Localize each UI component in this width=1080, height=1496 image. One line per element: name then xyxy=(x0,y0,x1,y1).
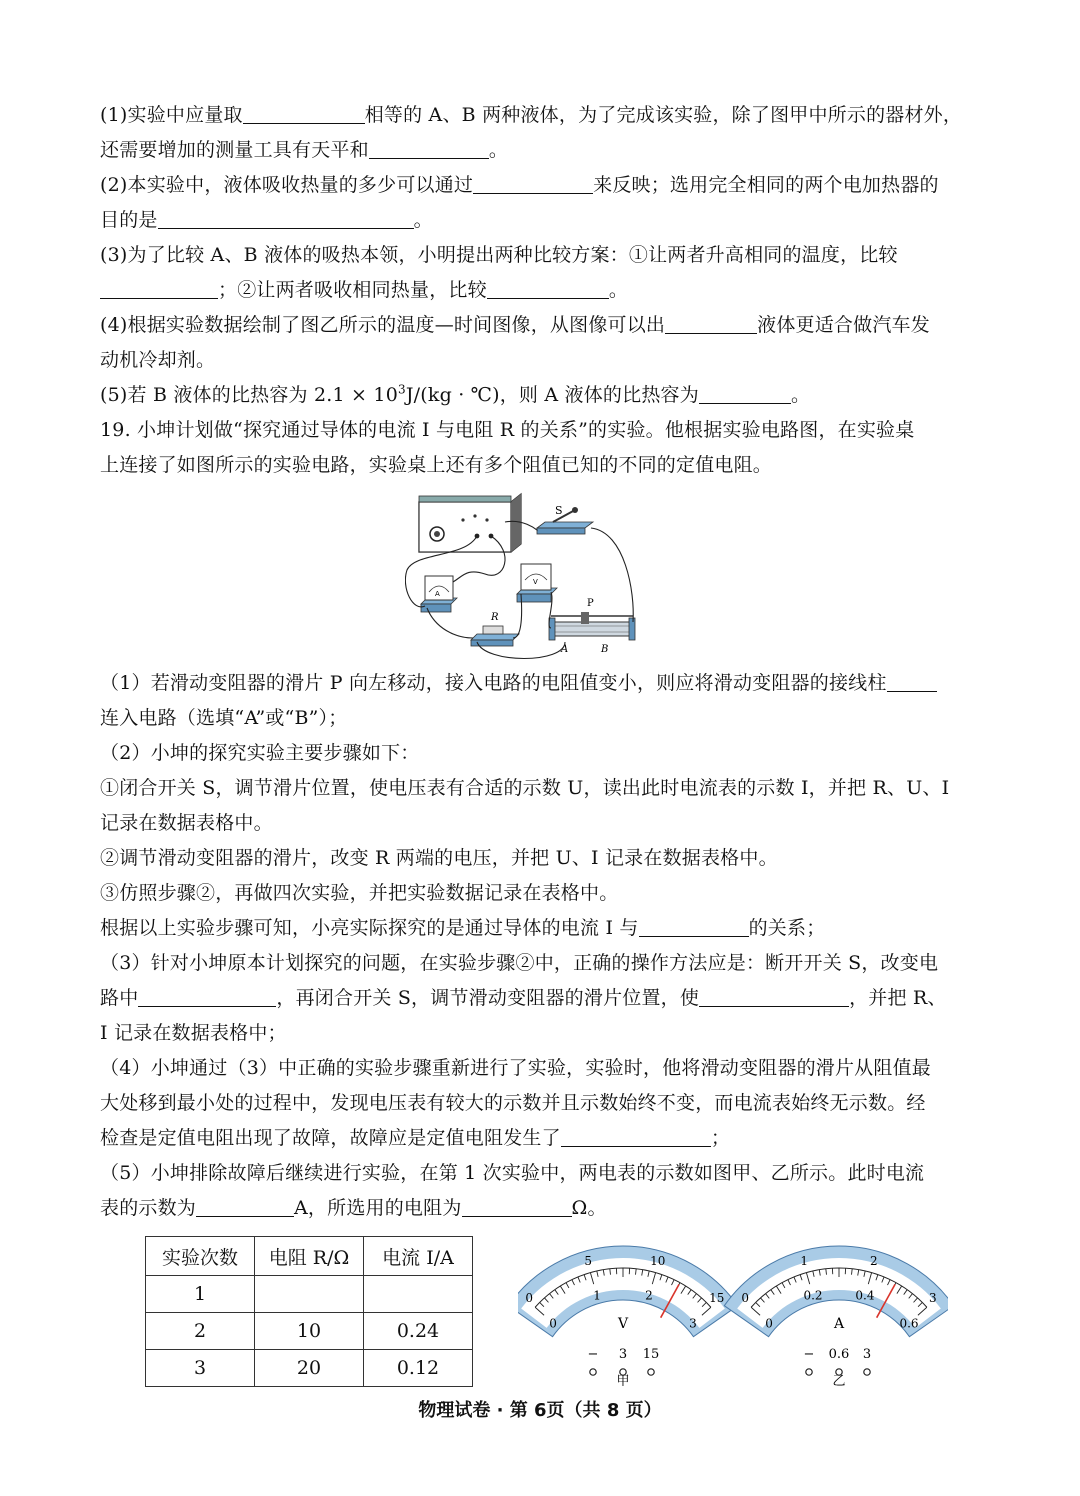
q19-step3: ③仿照步骤②，再做四次实验，并把实验数据记录在表格中。 xyxy=(100,882,619,904)
answer-blank[interactable] xyxy=(243,104,365,124)
page-footer: 物理试卷 · 第 6页（共 8 页） xyxy=(418,1400,662,1421)
q19-part5-line2: 表的示数为 A，所选用的电阻为 Ω。 xyxy=(100,1197,607,1219)
ammeter-terminal xyxy=(864,1369,870,1375)
answer-blank[interactable] xyxy=(158,209,414,229)
ammeter-terminal-label: − xyxy=(803,1347,815,1362)
q18-part2-line2: 目的是 。 xyxy=(100,209,433,231)
voltmeter-terminal-label: − xyxy=(587,1347,599,1362)
header-trial: 实验次数 xyxy=(146,1237,255,1276)
q19-intro-line1: 19. 小坤计划做“探究通过导体的电流 I 与电阻 R 的关系”的实验。他根据实验电路图，在实验桌 xyxy=(100,419,915,441)
terminal-b-label: B xyxy=(601,644,609,655)
ammeter-upper-tick-label: 2 xyxy=(869,1253,878,1268)
voltmeter-terminal xyxy=(590,1369,596,1375)
q19-step1-line1: ①闭合开关 S，调节滑片位置，使电压表有合适的示数 U，读出此时电流表的示数 I，并把 R、U、I xyxy=(100,777,950,799)
q19-part4-line2: 大处移到最小处的过程中，发现电压表有较大的示数并且示数始终不变，而电流表始终无示数。经 xyxy=(100,1092,926,1114)
voltmeter-upper-tick-label: 0 xyxy=(525,1290,534,1305)
q18-part4-line1: (4)根据实验数据绘制了图乙所示的温度—时间图像，从图像可以出 液体更适合做汽车发 xyxy=(100,314,930,336)
ammeter-lower-tick-label: 0 xyxy=(765,1316,773,1331)
voltmeter-dial xyxy=(518,1246,738,1386)
header-resistance: 电阻 R/Ω xyxy=(255,1237,364,1276)
table-row: 1 xyxy=(146,1276,473,1313)
meters-figure xyxy=(518,1236,948,1386)
voltmeter-terminal-label: 3 xyxy=(618,1347,628,1362)
table-row: 2 10 0.24 xyxy=(146,1313,473,1350)
q18-part3-line2: ；②让两者吸收相同热量，比较 。 xyxy=(100,273,985,308)
q18-part5: (5)若 B 液体的比热容为 $2.1 \times 10^3J/(kg$ · ℃)，则 A 液体的比热容为 。 xyxy=(100,382,811,406)
slider-label: P xyxy=(587,598,594,609)
ammeter-lower-tick-label: 0.2 xyxy=(803,1288,823,1303)
ammeter-upper-tick-label: 1 xyxy=(800,1253,809,1268)
voltmeter-unit-label: V xyxy=(617,1316,629,1332)
ammeter-label: A xyxy=(435,590,440,598)
q18-part2-line1: (2)本实验中，液体吸收热量的多少可以通过 来反映；选用完全相同的两个电加热器的 xyxy=(100,174,939,196)
slide-rheostat xyxy=(549,598,635,655)
q18-part4-line2: 动机冷却剂。 xyxy=(100,349,216,371)
voltmeter-terminal xyxy=(648,1369,654,1375)
switch xyxy=(537,504,593,534)
q19-step2: ②调节滑动变阻器的滑片，改变 R 两端的电压，并把 U、I 记录在数据表格中。 xyxy=(100,847,778,869)
exam-page xyxy=(100,98,985,483)
answer-blank[interactable] xyxy=(699,987,849,1007)
ammeter-terminal-label: 3 xyxy=(862,1347,872,1362)
answer-blank[interactable] xyxy=(473,174,593,194)
answer-blank[interactable] xyxy=(100,279,218,299)
answer-blank[interactable] xyxy=(887,672,937,692)
q19-part5-line1: （5）小坤排除故障后继续进行实验，在第 1 次实验中，两电表的示数如图甲、乙所示。此时电流 xyxy=(100,1162,925,1184)
q19-part4-line3: 检查是定值电阻出现了故障，故障应是定值电阻发生了 ； xyxy=(100,1127,731,1149)
header-current: 电流 I/A xyxy=(364,1237,473,1276)
data-table xyxy=(145,1236,473,1387)
data-table-wrap xyxy=(145,1236,473,1387)
q19-part1-line1: （1）若滑动变阻器的滑片 P 向左移动，接入电路的电阻值变小，则应将滑动变阻器的接线柱 xyxy=(100,666,985,701)
q19-part3-line1: （3）针对小坤原本计划探究的问题，在实验步骤②中，正确的操作方法应是：断开开关 S，改变电 xyxy=(100,952,939,974)
q19-part1-line2: 连入电路（选填“A”或“B”）； xyxy=(100,707,348,729)
voltmeter-label: V xyxy=(533,578,538,586)
q18-part1-line2: 还需要增加的测量工具有天平和 。 xyxy=(100,139,509,161)
voltmeter-upper-tick-label: 5 xyxy=(584,1253,593,1268)
q19-part2-conclusion: 根据以上实验步骤可知，小亮实际探究的是通过导体的电流 I 与 的关系； xyxy=(100,917,826,939)
voltmeter-terminal-label: 15 xyxy=(642,1347,660,1362)
table-row: 3 20 0.12 xyxy=(146,1350,473,1387)
terminal-a-label: A xyxy=(561,644,569,655)
circuit-diagram xyxy=(405,492,655,664)
q19-parts xyxy=(100,666,985,1226)
ammeter-caption: 乙 xyxy=(832,1374,846,1386)
ammeter-upper-tick-label: 3 xyxy=(928,1290,937,1305)
q19-step1-line2: 记录在数据表格中。 xyxy=(100,812,273,834)
ammeter-lower-tick-label: 0.6 xyxy=(899,1316,919,1331)
answer-blank[interactable] xyxy=(665,314,757,334)
answer-blank[interactable] xyxy=(561,1127,711,1147)
ammeter xyxy=(421,576,457,612)
ammeter-terminal xyxy=(806,1369,812,1375)
q19-part4-line1: （4）小坤通过（3）中正确的实验步骤重新进行了实验，实验时，他将滑动变阻器的滑片从阻值最 xyxy=(100,1057,931,1079)
ammeter-lower-tick-label: 0.4 xyxy=(855,1288,875,1303)
answer-blank[interactable] xyxy=(462,1197,572,1217)
voltmeter-caption: 甲 xyxy=(616,1374,630,1386)
voltmeter-lower-tick-label: 0 xyxy=(549,1316,557,1331)
resistor-label: R xyxy=(491,612,499,623)
answer-blank[interactable] xyxy=(196,1197,294,1217)
q19-intro-line2: 上连接了如图所示的实验电路，实验桌上还有多个阻值已知的不同的定值电阻。 xyxy=(100,454,773,476)
voltmeter-upper-tick-label: 10 xyxy=(650,1253,666,1268)
q19-part3-line3: I 记录在数据表格中； xyxy=(100,1022,287,1044)
ammeter-upper-tick-label: 0 xyxy=(741,1290,750,1305)
voltmeter-lower-tick-label: 3 xyxy=(689,1316,697,1331)
q18-part1-line1: (1)实验中应量取 相等的 A、B 两种液体，为了完成该实验，除了图甲中所示的器材外， xyxy=(100,104,963,126)
switch-label: S xyxy=(555,504,563,517)
answer-blank[interactable] xyxy=(699,384,791,404)
table-header-row xyxy=(146,1237,473,1276)
answer-blank[interactable] xyxy=(487,279,609,299)
answer-blank[interactable] xyxy=(138,987,276,1007)
q18-part3-line1: (3)为了比较 A、B 液体的吸热本领，小明提出两种比较方案：①让两者升高相同的温度，比较 xyxy=(100,244,898,266)
ammeter-terminal-label: 0.6 xyxy=(828,1347,850,1362)
q19-part3-line2: 路中 ，再闭合开关 S，调节滑动变阻器的滑片位置，使 ，并把 R、 xyxy=(100,987,947,1009)
voltmeter-lower-tick-label: 1 xyxy=(593,1288,601,1303)
ammeter-dial xyxy=(724,1246,948,1386)
voltmeter-lower-tick-label: 2 xyxy=(645,1288,653,1303)
q19-part2-heading: （2）小坤的探究实验主要步骤如下： xyxy=(100,742,420,764)
voltmeter xyxy=(517,564,557,602)
fixed-resistor xyxy=(471,612,519,646)
voltmeter-upper-tick-label: 15 xyxy=(709,1290,725,1305)
answer-blank[interactable] xyxy=(369,139,489,159)
answer-blank[interactable] xyxy=(639,917,749,937)
ammeter-unit-label: A xyxy=(833,1316,845,1332)
